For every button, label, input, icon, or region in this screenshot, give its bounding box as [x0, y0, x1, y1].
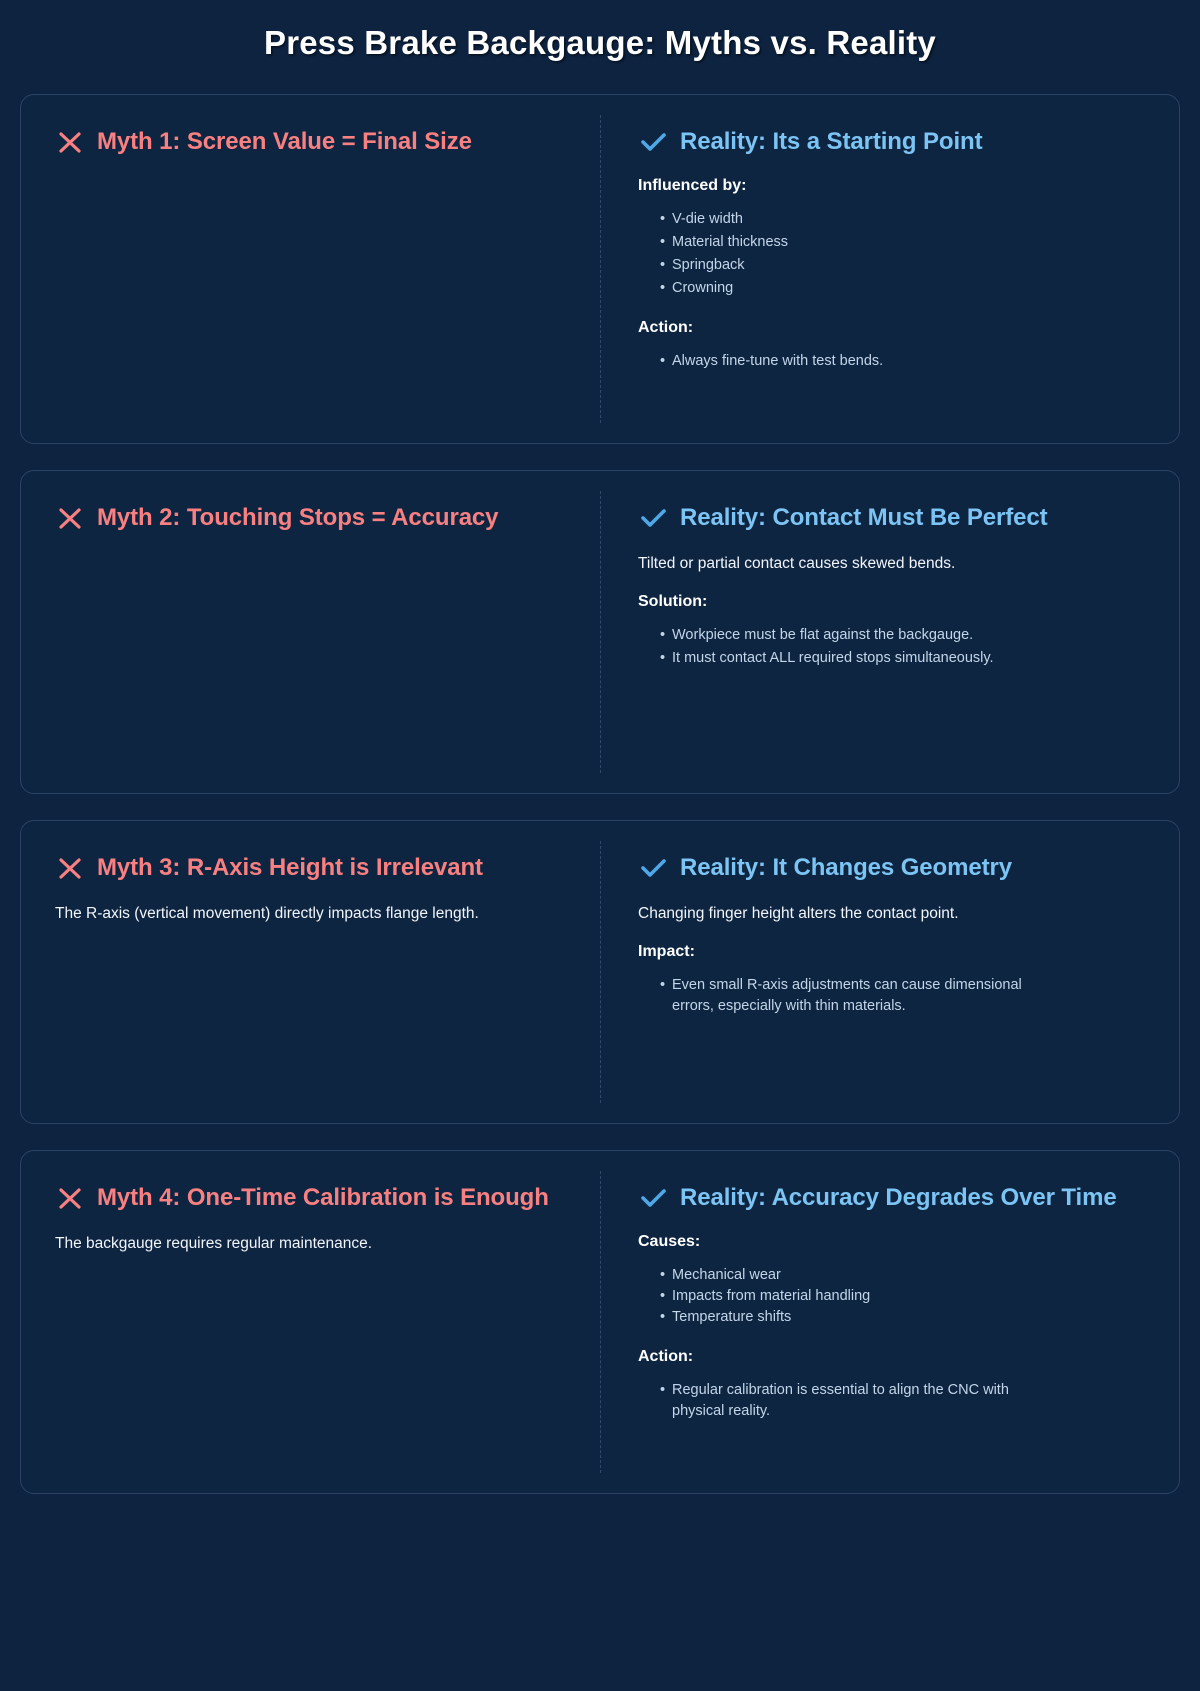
myth-column [21, 1151, 600, 1493]
reality-column [600, 1151, 1179, 1493]
myth-column [21, 471, 600, 793]
myth-heading: Myth 1: Screen Value = Final Size [97, 127, 472, 155]
myth-heading: Myth 3: R-Axis Height is Irrelevant [97, 853, 483, 881]
myth-reality-card [20, 820, 1180, 1124]
myth-heading-row [55, 501, 572, 535]
section-label: Causes: [638, 1233, 701, 1250]
list-item: • Always fine-tune with test bends. [660, 351, 1060, 372]
list-item: • Material thickness [660, 232, 1060, 253]
x-mark-icon [55, 503, 85, 533]
section-label: Impact: [638, 943, 695, 961]
myth-column [21, 821, 600, 1123]
reality-heading-row [638, 125, 1151, 159]
myth-column [21, 95, 600, 443]
myth-reality-card [20, 94, 1180, 444]
reality-column [600, 95, 1179, 443]
x-mark-icon [55, 853, 85, 883]
reality-heading: Reality: Accuracy Degrades Over Time [680, 1183, 1117, 1211]
myth-heading-row [55, 125, 572, 159]
myth-heading-row [55, 851, 572, 885]
x-mark-icon [55, 127, 85, 157]
myth-heading-row [55, 1181, 572, 1215]
reality-heading: Reality: Its a Starting Point [680, 127, 983, 155]
check-mark-icon [638, 1183, 668, 1213]
list-item: • It must contact ALL required stops simultaneously. [660, 648, 1060, 669]
check-mark-icon [638, 127, 668, 157]
page-title: Press Brake Backgauge: Myths vs. Reality [264, 24, 936, 61]
reality-body-text: Changing finger height alters the contact point. [638, 905, 959, 922]
reality-heading: Reality: Contact Must Be Perfect [680, 503, 1048, 531]
reality-body-text: Tilted or partial contact causes skewed bends. [638, 555, 956, 572]
list-item: • Regular calibration is essential to align the CNC with physical reality. [660, 1380, 1060, 1422]
myth-reality-card [20, 470, 1180, 794]
list-item: • Even small R-axis adjustments can cause dimensional errors, especially with thin materials. [660, 975, 1060, 1017]
reality-heading-row [638, 851, 1151, 885]
section-bullet-list [638, 625, 1151, 669]
section-label: Influenced by: [638, 177, 747, 194]
section-label: Action: [638, 1348, 694, 1366]
reality-heading-row [638, 1181, 1151, 1215]
myth-body-text: The R-axis (vertical movement) directly impacts flange length. [55, 905, 479, 922]
check-mark-icon [638, 853, 668, 883]
myth-reality-card [20, 1150, 1180, 1494]
check-mark-icon [638, 503, 668, 533]
myth-heading: Myth 4: One-Time Calibration is Enough [97, 1183, 549, 1211]
section-bullet-list [638, 975, 1151, 1017]
list-item: • V-die width [660, 209, 1060, 230]
list-item: • Springback [660, 255, 1060, 276]
section-bullet-list [638, 1265, 1151, 1328]
reality-column [600, 821, 1179, 1123]
reality-heading-row [638, 501, 1151, 535]
reality-heading: Reality: It Changes Geometry [680, 853, 1012, 881]
myth-reality-card-list [20, 94, 1180, 1494]
section-bullet-list [638, 1380, 1151, 1422]
list-item: • Temperature shifts [660, 1307, 1060, 1328]
myth-body-text: The backgauge requires regular maintenance. [55, 1235, 373, 1252]
section-bullet-list [638, 209, 1151, 299]
x-mark-icon [55, 1183, 85, 1213]
list-item: • Crowning [660, 278, 1060, 299]
list-item: • Workpiece must be flat against the backgauge. [660, 625, 1060, 646]
list-item: • Mechanical wear [660, 1265, 1060, 1286]
section-bullet-list [638, 351, 1151, 372]
list-item: • Impacts from material handling [660, 1286, 1060, 1307]
section-label: Action: [638, 319, 694, 337]
reality-column [600, 471, 1179, 793]
section-label: Solution: [638, 593, 708, 611]
myth-heading: Myth 2: Touching Stops = Accuracy [97, 503, 499, 531]
